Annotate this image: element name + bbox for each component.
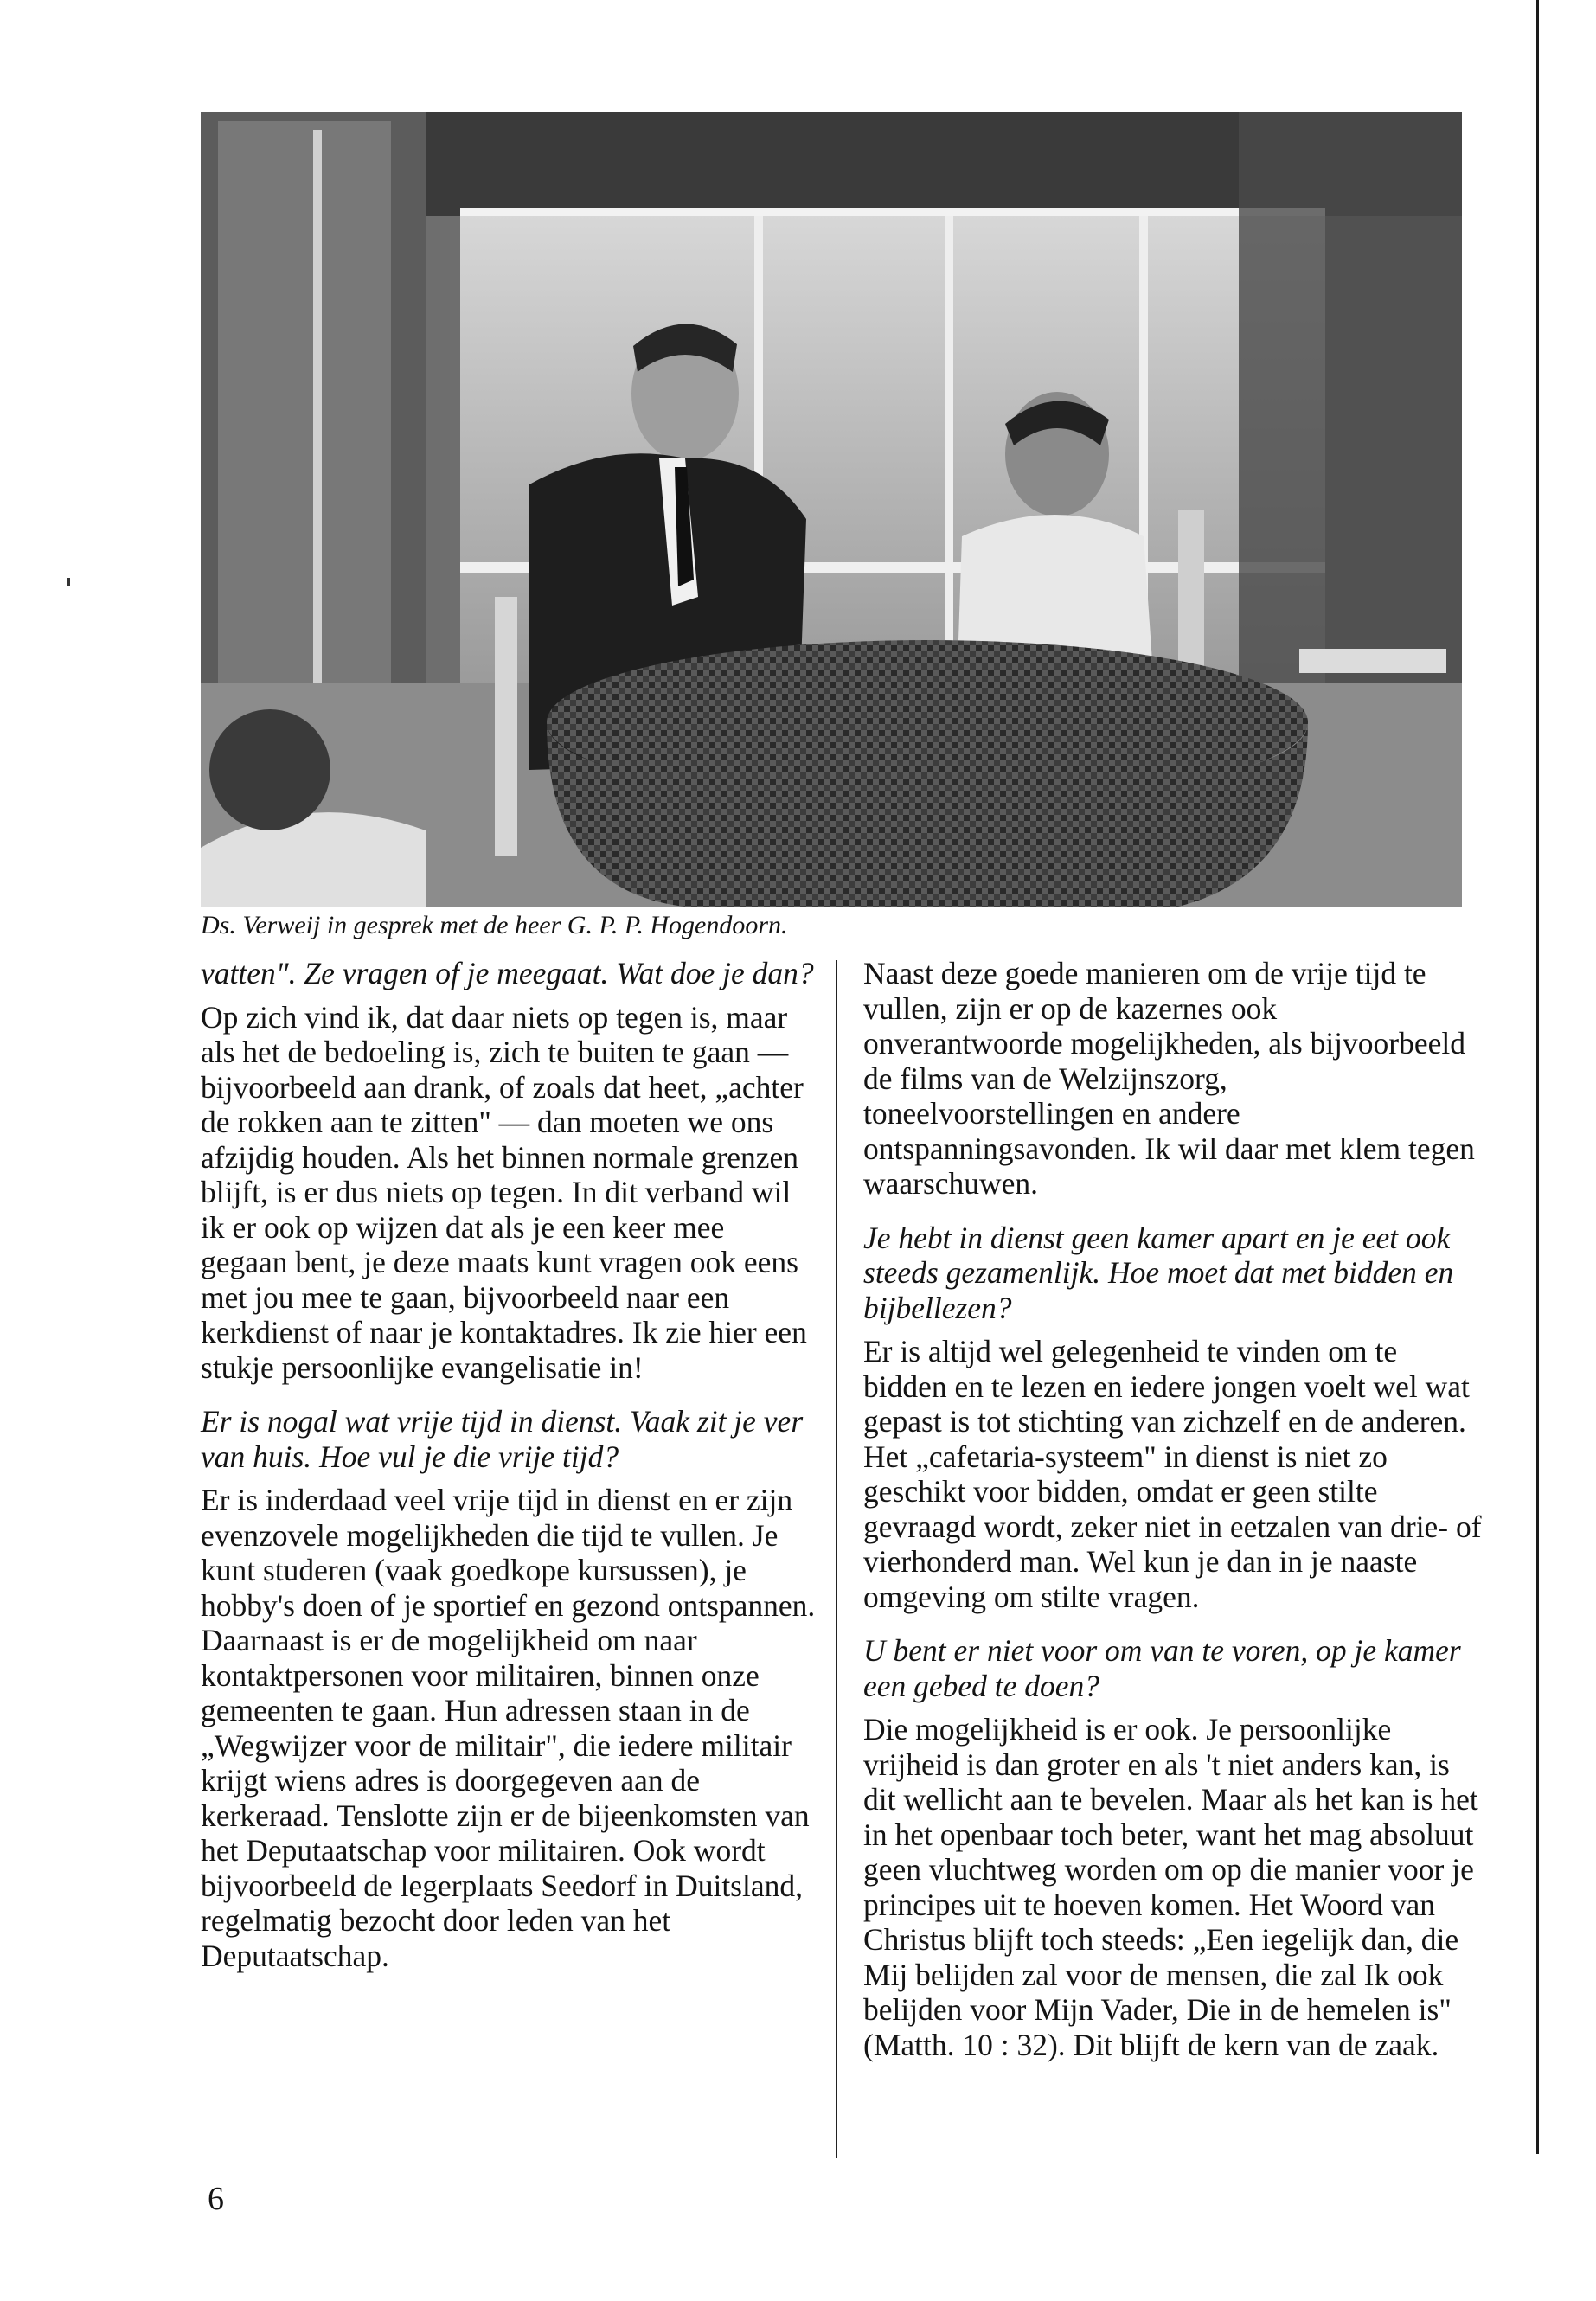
column-divider bbox=[836, 960, 837, 2158]
answer-text: Naast deze goede manieren om de vrije tijd te vullen, zijn er op de kazernes ook onverantwoorde mogelijkheden, als bijvoorbeeld de films van de Welzijnszorg, toneelvoorstellingen en andere ontspanningsavonden. Ik wil daar met klem tegen waarschuwen. bbox=[863, 956, 1475, 1201]
photo-two-men-at-table-icon bbox=[201, 112, 1462, 907]
page-edge-line bbox=[1536, 0, 1539, 2154]
question-text: vatten". Ze vragen of je meegaat. Wat doe je dan? bbox=[201, 956, 814, 990]
photo-caption: Ds. Verweij in gesprek met de heer G. P. P. Hogendoorn. bbox=[201, 911, 788, 939]
photograph bbox=[201, 112, 1462, 907]
margin-mark bbox=[67, 578, 70, 586]
answer-text: Er is inderdaad veel vrije tijd in dienst en er zijn evenzovele mogelijkheden die tijd te vullen. Je kunt studeren (vaak goedkope kursussen), je hobby's doen of je sportief en gezond ontspannen. bbox=[201, 1483, 816, 1623]
answer-text: Die mogelijkheid is er ook. Je persoonlijke vrijheid is dan groter en als 't niet anders kan, is dit wellicht aan te bevelen. Maar als het kan is het in het openbaar toch beter, want het mag absoluut geen vluchtweg worden om op die manier voor je principes uit te hoeven komen. Het Woord van Christus blijft toch steeds: „Een iegelijk dan, die Mij belijden zal voor de mensen, die zal Ik ook belijden voor Mijn Vader, Die in de hemelen is" (Matth. 10 : 32). Dit blijft de kern van de zaak. bbox=[863, 1712, 1478, 2062]
left-column bbox=[201, 956, 817, 1973]
answer-text: Op zich vind ik, dat daar niets op tegen is, maar als het de bedoeling is, zich te buiten te gaan — bijvoorbeeld aan drank, of zoals dat heet, „achter de rokken aan te zitten" — dan moeten we ons afzijdig houden. Als het binnen normale grenzen blijft, is er dus niets op tegen. In dit verband wil ik er ook op wijzen dat als je een keer mee gegaan bent, je deze maats kunt vragen ook eens met jou mee te gaan, bijvoorbeeld naar een kerkdienst of naar je kontaktadres. Ik zie hier een stukje persoonlijke evangelisatie in! bbox=[201, 999, 807, 1385]
page-number: 6 bbox=[208, 2181, 224, 2217]
question-text: U bent er niet voor om van te voren, op je kamer een gebed te doen? bbox=[863, 1633, 1461, 1703]
question-text: Er is nogal wat vrije tijd in dienst. Vaak zit je ver van huis. Hoe vul je die vrije tijd? bbox=[201, 1404, 804, 1474]
question-text: Je hebt in dienst geen kamer apart en je eet ook steeds gezamenlijk. Hoe moet dat met bidden en bijbellezen? bbox=[863, 1220, 1454, 1325]
answer-text: Er is altijd wel gelegenheid te vinden om te bidden en te lezen en iedere jongen voelt wel wat gepast is tot stichting van zichzelf en de anderen. Het „cafetaria-systeem" in dienst is niet zo geschikt voor bidden, omdat er geen stilte gevraagd wordt, zeker niet in eetzalen van drie- of vierhonderd man. Wel kun je dan in je naaste omgeving om stilte vragen. bbox=[863, 1334, 1482, 1614]
right-column bbox=[863, 956, 1483, 2062]
answer-text: Daarnaast is er de mogelijkheid om naar kontaktpersonen voor militairen, binnen onze gemeenten te gaan. Hun adressen staan in de „Wegwijzer voor de militair", die iedere militair krijgt wiens adres is doorgegeven aan de kerkeraad. Tenslotte zijn er de bijeenkomsten van het Deputaatschap voor militairen. Ook wordt bijvoorbeeld de legerplaats Seedorf in Duitsland, regelmatig bezocht door leden van het Deputaatschap. bbox=[201, 1623, 810, 1973]
